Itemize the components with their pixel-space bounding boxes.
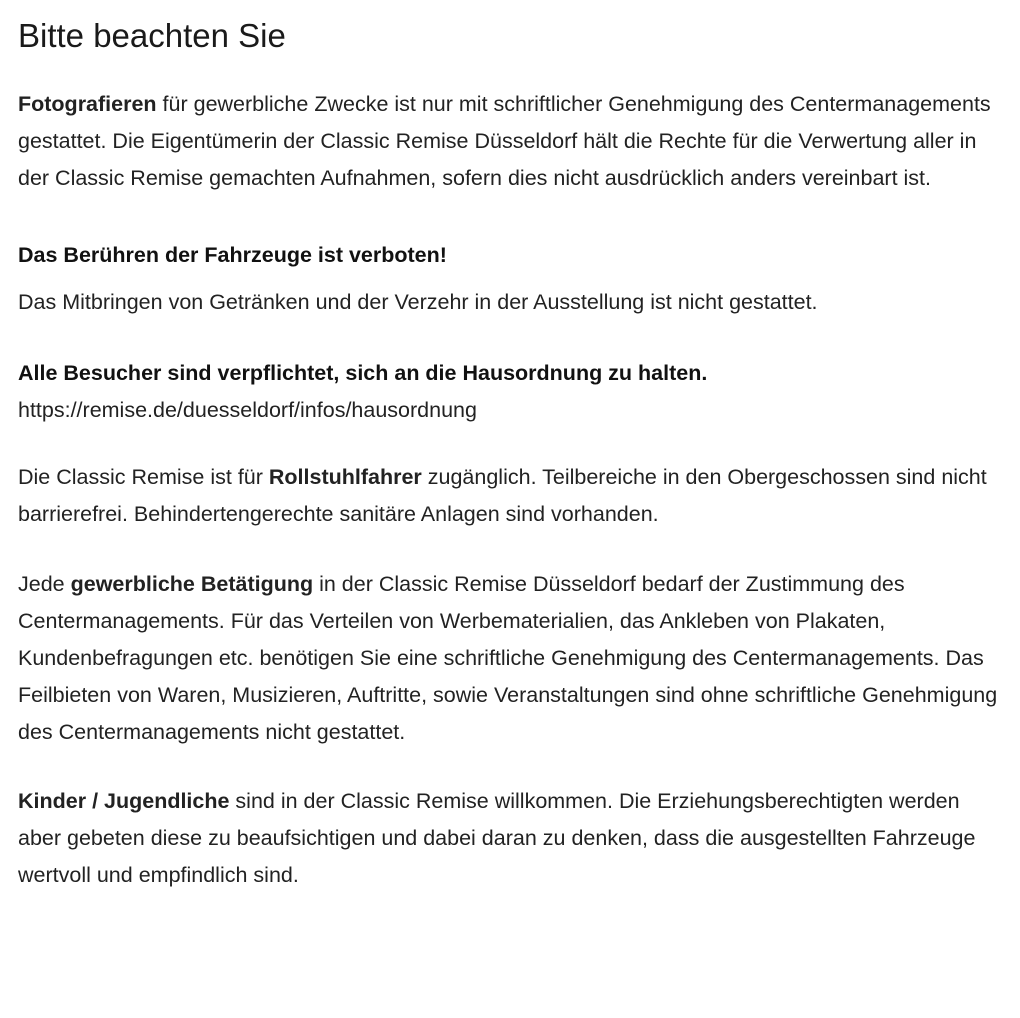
house-rules-url: https://remise.de/duesseldorf/infos/hausordnung xyxy=(18,398,477,422)
house-rules-heading: Alle Besucher sind verpflichtet, sich an die Hausordnung zu halten. xyxy=(18,361,708,385)
accessibility-pre: Die Classic Remise ist für xyxy=(18,465,269,489)
commercial-pre: Jede xyxy=(18,572,71,596)
commercial-post: in der Classic Remise Düsseldorf bedarf der Zustimmung des Centermanagements. Für das Verteilen von Werbematerialien, das Ankleben von Plakaten, Kundenbefragungen etc. benötigen Sie eine schriftliche Genehmigung des Centermanagements. Das Feilbieten von Waren, Musizieren, Auftritte, sowie Veranstaltungen sind ohne schriftliche Genehmigung des Centermanagements nicht gestattet. xyxy=(18,572,998,744)
commercial-activity-paragraph xyxy=(18,566,1004,751)
photography-paragraph xyxy=(18,86,1004,197)
children-paragraph xyxy=(18,783,1004,894)
photography-lead: Fotografieren xyxy=(18,92,157,116)
touch-prohibited-notice: Das Berühren der Fahrzeuge ist verboten! xyxy=(18,243,447,267)
page-title: Bitte beachten Sie xyxy=(18,17,286,54)
accessibility-bold: Rollstuhlfahrer xyxy=(268,465,422,489)
accessibility-post: zugänglich. Teilbereiche in den Obergeschossen sind nicht barrierefrei. Behindertengerechte sanitäre Anlagen sind vorhanden. xyxy=(18,465,987,526)
children-text: sind in der Classic Remise willkommen. Die Erziehungsberechtigten werden aber gebeten diese zu beaufsichtigen und dabei daran zu denken, dass die ausgestellten Fahrzeuge wertvoll und empfindlich sind. xyxy=(18,789,976,887)
commercial-bold: gewerbliche Betätigung xyxy=(70,572,314,596)
accessibility-paragraph xyxy=(18,459,1004,533)
children-lead: Kinder / Jugendliche xyxy=(18,789,230,813)
drinks-notice: Das Mitbringen von Getränken und der Verzehr in der Ausstellung ist nicht gestattet. xyxy=(18,290,818,314)
photography-text: für gewerbliche Zwecke ist nur mit schriftlicher Genehmigung des Centermanagements gestattet. Die Eigentümerin der Classic Remise Düsseldorf hält die Rechte für die Verwertung aller in der Classic Remise gemachten Aufnahmen, sofern dies nicht ausdrücklich anders vereinbart ist. xyxy=(18,92,991,190)
